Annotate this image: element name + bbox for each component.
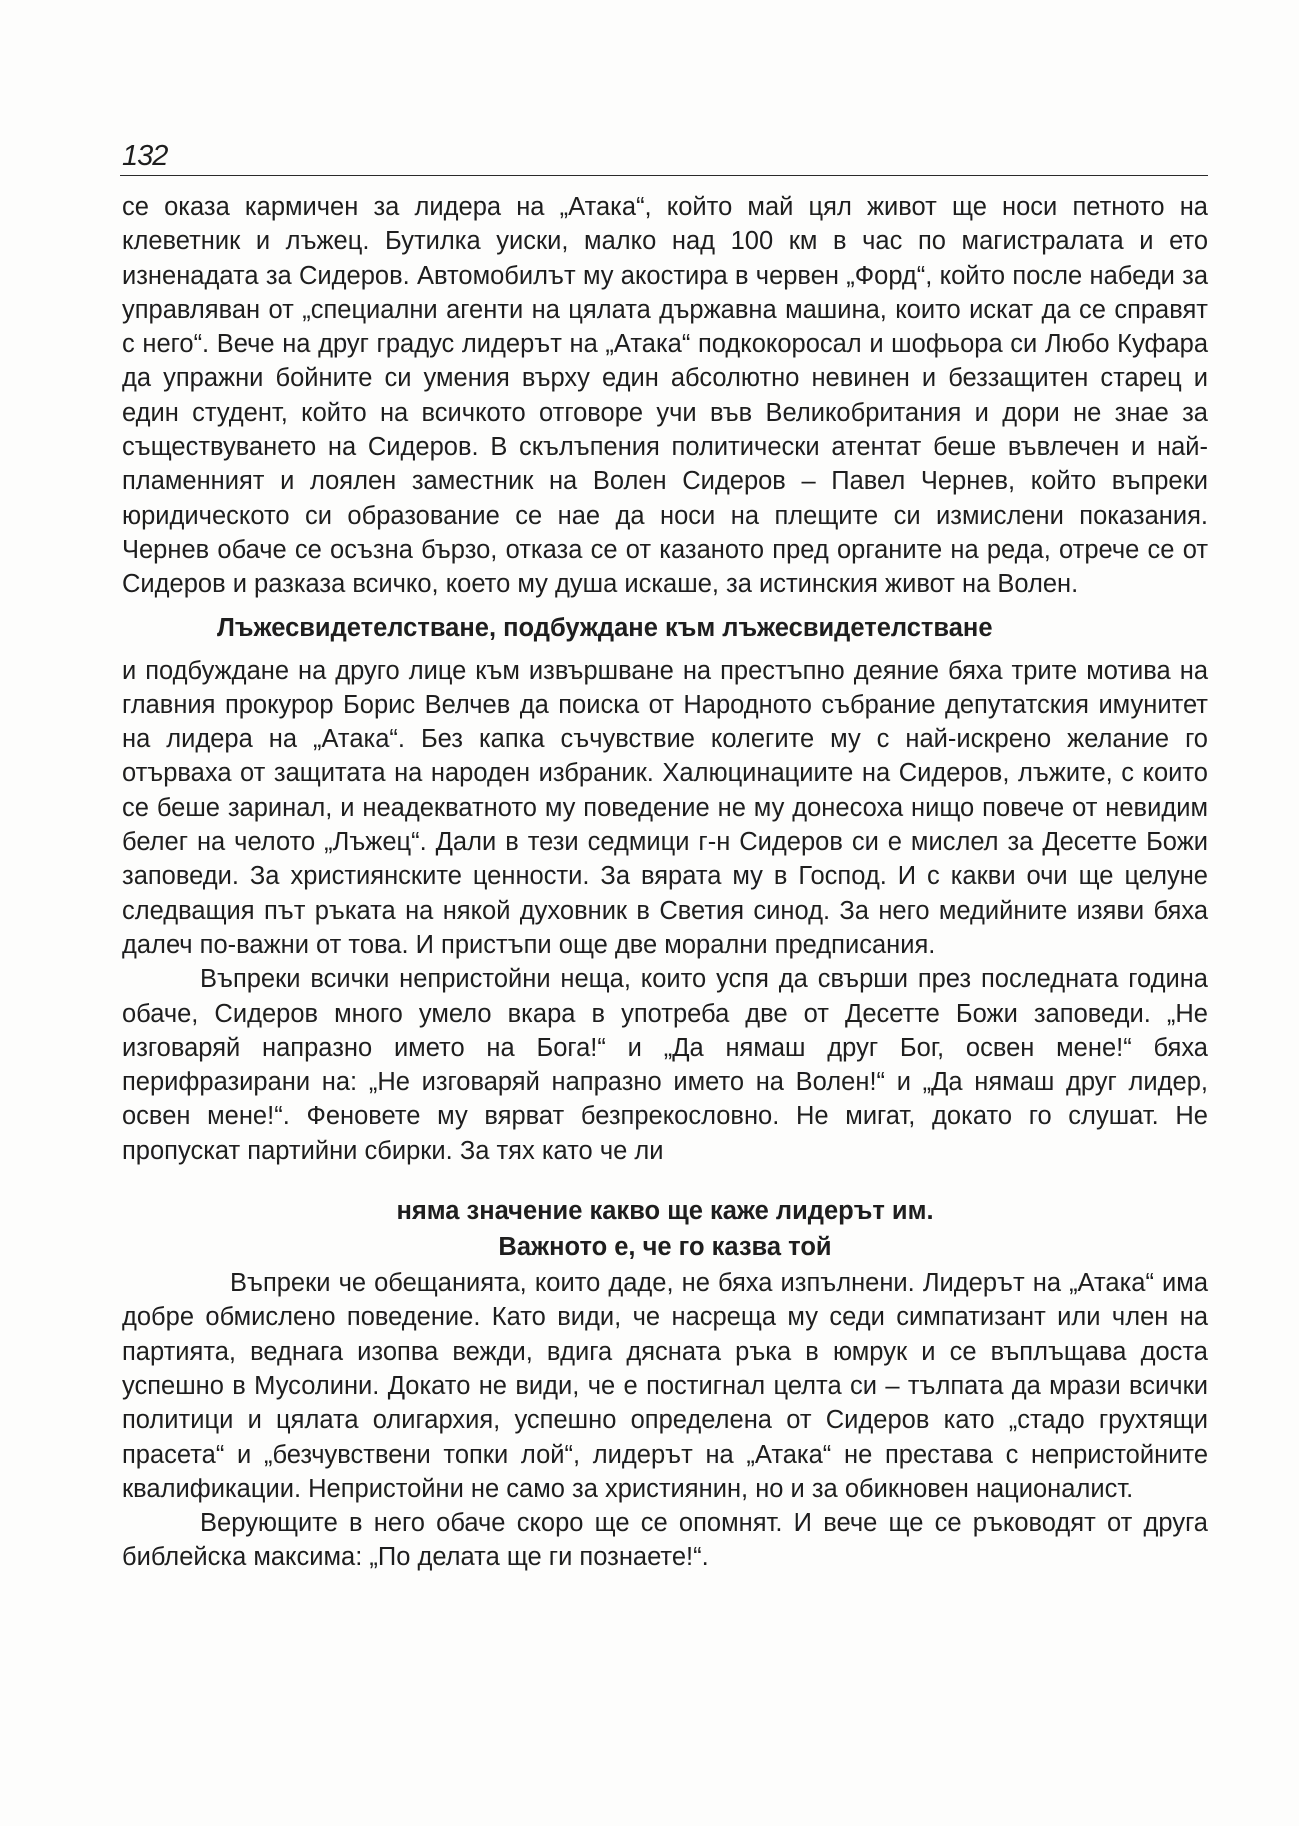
heading-2-line-2: Важното е, че го казва той: [498, 1233, 832, 1262]
subheading-1: Лъжесвидетелстване, подбуждане към лъжесвидетелстване: [217, 613, 993, 642]
heading-2-line-1: няма значение какво ще каже лидерът им.: [396, 1197, 934, 1226]
paragraph-1: се оказа кармичен за лидера на „Атака“, който май цял живот ще носи петното на клеветник и лъжец. Бутилка уиски, малко над 100 км в час по магистралата и ето изненадата за Сидеров. Автомобилът му акостира в червен „Форд“, който после набеди за управляван от „специални агенти на цялата държавна машина, които искат да се справят с него“. Вече на друг градус лидерът на „Атака“ подкокоросал и шофьора си Любо Куфара да упражни бойните си умения върху един абсолютно невинен и беззащитен старец и един студент, който на всичкото отговоре учи във Великобритания и дори не знае за съществуването на Сидеров. В скълъпения политически атентат беше въвлечен и най-пламенният и лоялен заместник на Волен Сидеров – Павел Чернев, който въпреки юридическото си образование се нае да носи на плещите си измислени показания. Чернев обаче се осъзна бързо, отказа се от казаното пред органите на реда, отрече се от Сидеров и разказа всичко, което му душа искаше, за истинския живот на Волен.: [122, 193, 1208, 599]
paragraph-5: Верующите в него обаче скоро ще се опомнят. И вече ще се ръководят от друга библейска максима: „По делата ще ги познаете!“.: [122, 1509, 1208, 1572]
body-text: [122, 190, 1208, 1575]
paragraph-2: и подбуждане на друго лице към извършване на престъпно деяние бяха трите мотива на главния прокурор Борис Велчев да поиска от Народното събрание депутатския имунитет на лидера на „Атака“. Без капка съчувствие колегите му с най-искрено желание го отърваха от защитата на народен избраник. Халюцинациите на Сидеров, лъжите, с които се беше заринал, и неадекватното му поведение не му донесоха нищо повече от невидим белег на челото „Лъжец“. Дали в тези седмици г-н Сидеров си е мислел за Десетте Божи заповеди. За християнските ценности. За вярата му в Господ. И с какви очи ще целуне следващия път ръката на някой духовник в Светия синод. За него медийните изяви бяха далеч по-важни от това. И пристъпи още две морални предписания.: [122, 656, 1208, 959]
header-rule: [120, 175, 1208, 176]
section-gap: [122, 1168, 1208, 1194]
paragraph-3: Въпреки всички непристойни неща, които успя да свърши през последната година обаче, Сидеров много умело вкара в употреба две от Десетте Божи заповеди. „Не изговаряй напразно името на Бога!“ и „Да нямаш друг Бог, освен мене!“ бяха перифразирани на: „Не изговаряй напразно името на Волен!“ и „Да нямаш друг лидер, освен мене!“. Феновете му вярват безпрекословно. Не мигат, докато го слушат. Не пропускат партийни сбирки. За тях като че ли: [122, 965, 1208, 1165]
paragraph-4: Въпреки че обещанията, които даде, не бяха изпълнени. Лидерът на „Атака“ има добре обмислено поведение. Като види, че насреща му седи симпатизант или член на партията, веднага изопва вежди, вдига дясната ръка в юмрук и се въплъщава доста успешно в Мусолини. Докато не види, че е постигнал целта си – тълпата да мрази всички политици и цялата олигархия, успешно определена от Сидеров като „стадо грухтящи прасета“ и „безчувствени топки лой“, лидерът на „Атака“ не престава с непристойните квалификации. Непристойни не само за християнин, но и за обикновен националист.: [122, 1269, 1208, 1503]
page-number: 132: [122, 140, 168, 172]
